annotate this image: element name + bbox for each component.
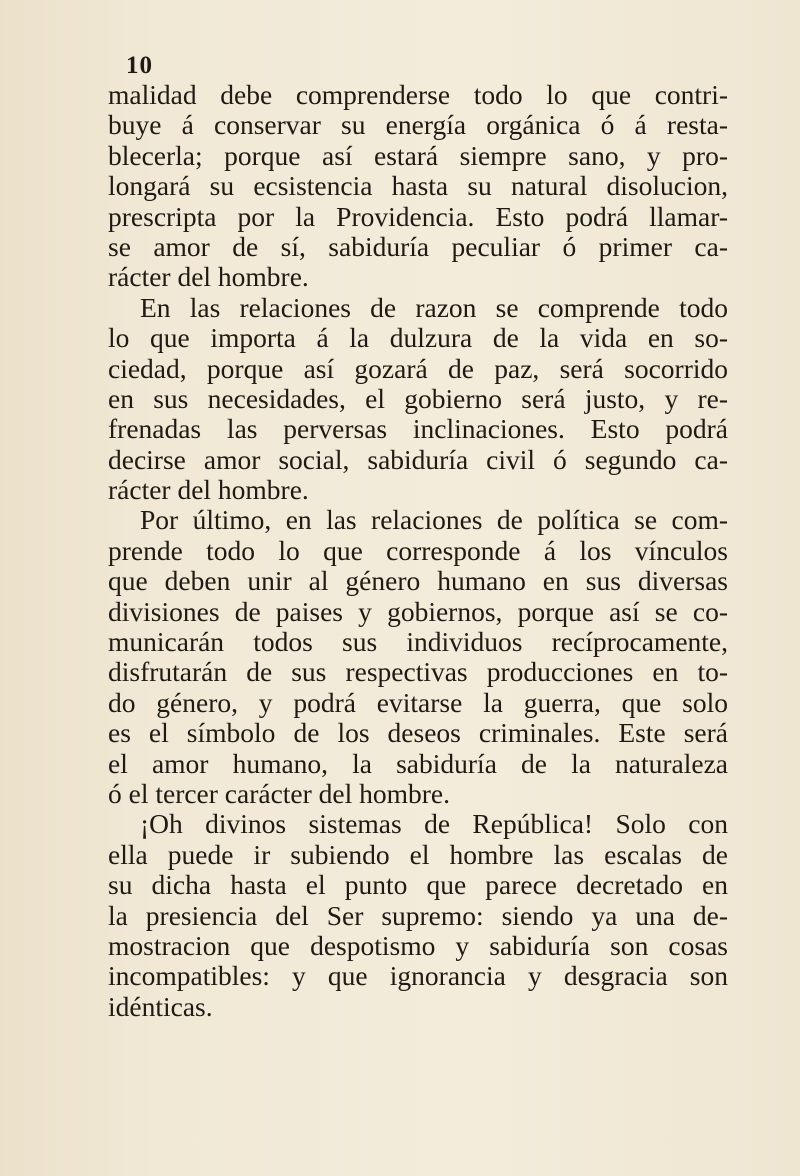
text-line: frenadas las perversas inclinaciones. Esto podrá (108, 413, 728, 445)
text-line: en sus necesidades, el gobierno será justo, y re- (108, 382, 728, 414)
text-line: prende todo lo que corresponde á los vínculos (108, 534, 728, 566)
text-line: En las relaciones de razon se comprende todo (140, 291, 728, 323)
page-number: 10 (126, 52, 153, 79)
text-line: divisiones de paises y gobiernos, porque así se co- (108, 595, 728, 627)
text-line: do género, y podrá evitarse la guerra, que solo (108, 686, 728, 718)
text-line: ó el tercer carácter del hombre. (108, 777, 451, 809)
text-line: ciedad, porque así gozará de paz, será socorrido (108, 352, 728, 384)
text-line: decirse amor social, sabiduría civil ó segundo ca- (108, 443, 728, 475)
text-line: la presiencia del Ser supremo: siendo ya una de- (108, 899, 728, 931)
text-line: incompatibles: y que ignorancia y desgracia son (108, 960, 728, 992)
text-line: idénticas. (108, 990, 213, 1022)
text-line: malidad debe comprenderse todo lo que contri- (108, 79, 728, 110)
text-line: mostracion que despotismo y sabiduría son cosas (108, 929, 728, 961)
text-line: blecerla; porque así estará siempre sano, y pro- (108, 139, 728, 171)
text-line: Por último, en las relaciones de política se com- (140, 504, 728, 536)
text-line: municarán todos sus individuos recíprocamente, (108, 626, 728, 658)
text-line: longará su ecsistencia hasta su natural disolucion, (108, 170, 728, 202)
body-text (108, 80, 728, 1022)
text-line: se amor de sí, sabiduría peculiar ó primer ca- (108, 230, 728, 262)
text-line: prescripta por la Providencia. Esto podrá llamar- (108, 200, 728, 232)
text-line: disfrutarán de sus respectivas producciones en to- (108, 656, 728, 688)
text-line: lo que importa á la dulzura de la vida en so- (108, 322, 728, 354)
text-line: que deben unir al género humano en sus diversas (108, 565, 728, 597)
text-line: es el símbolo de los deseos criminales. Este será (108, 717, 728, 749)
text-line: el amor humano, la sabiduría de la naturaleza (108, 747, 728, 779)
text-line: buye á conservar su energía orgánica ó á resta- (108, 109, 728, 141)
text-line: rácter del hombre. (108, 261, 309, 293)
text-line: su dicha hasta el punto que parece decretado en (108, 869, 728, 901)
text-line: ella puede ir subiendo el hombre las escalas de (108, 838, 728, 870)
text-line: ¡Oh divinos sistemas de República! Solo con (140, 808, 728, 840)
text-line: rácter del hombre. (108, 474, 309, 506)
